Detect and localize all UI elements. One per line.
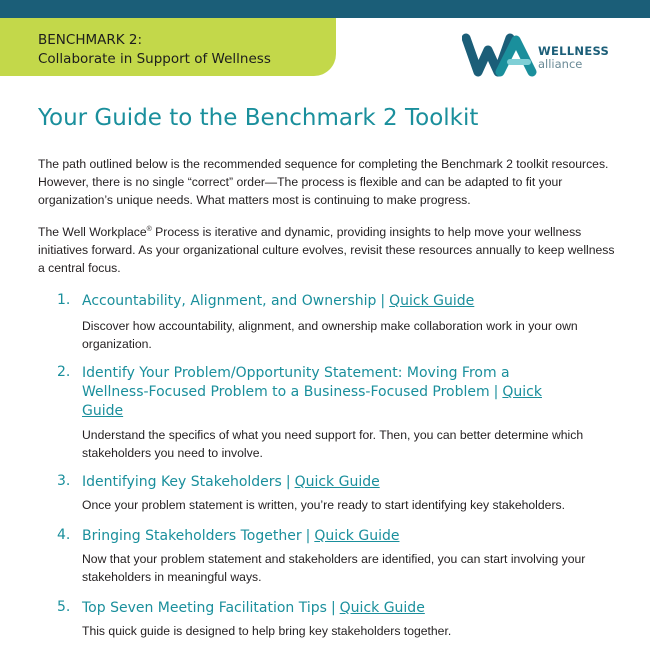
quick-guide-link[interactable]: Quick Guide <box>294 474 380 490</box>
item-title: Identify Your Problem/Opportunity Statement: Moving From a Wellness-Focused Problem to a Business-Focused Problem <box>82 365 510 400</box>
item-description: This quick guide is designed to help bring key stakeholders together. <box>82 624 452 638</box>
item-title: Identifying Key Stakeholders <box>82 474 282 490</box>
item-heading <box>82 292 602 311</box>
item-description: Now that your problem statement and stakeholders are identified, you can start involving your stakeholders in meaningful ways. <box>82 552 586 584</box>
wellness-alliance-logo <box>462 32 622 80</box>
intro-p2-rest: Process is iterative and dynamic, providing insights to help move your wellness initiatives forward. As your organizational culture evolves, revisit these resources annually to keep wellness a central focus. <box>38 225 615 275</box>
intro-paragraph-1: The path outlined below is the recommended sequence for completing the Benchmark 2 toolkit resources. However, there is no single “correct” order—The process is flexible and can be adapted to fit your organization’s unique needs. What matters most is continuing to make progress. <box>38 157 609 207</box>
separator: | <box>330 600 336 616</box>
intro-p2-start: The Well Workplace <box>38 225 147 239</box>
item-heading <box>82 473 602 492</box>
quick-guide-link[interactable]: Quick Guide <box>389 293 475 309</box>
logo-word-alliance: alliance <box>538 57 583 71</box>
item-title: Bringing Stakeholders Together <box>82 528 302 544</box>
separator: | <box>493 384 499 400</box>
registered-mark: ® <box>146 225 152 233</box>
item-heading <box>82 364 542 421</box>
item-heading <box>82 527 602 546</box>
quick-guide-link[interactable]: Quick Guide <box>314 528 400 544</box>
item-number: 3. <box>57 473 71 489</box>
top-bar <box>0 0 650 18</box>
item-title: Accountability, Alignment, and Ownership <box>82 293 377 309</box>
benchmark-subtitle: Collaborate in Support of Wellness <box>38 51 271 67</box>
intro-paragraph-2 <box>38 223 618 277</box>
separator: | <box>380 293 386 309</box>
wa-logo-icon <box>462 32 542 80</box>
item-title: Top Seven Meeting Facilitation Tips <box>82 600 327 616</box>
item-description: Once your problem statement is written, you’re ready to start identifying key stakeholders. <box>82 498 565 512</box>
item-description: Discover how accountability, alignment, and ownership make collaboration work in your own organization. <box>82 319 578 351</box>
item-number: 5. <box>57 599 71 615</box>
benchmark-tab <box>0 18 336 76</box>
logo-word-wellness: WELLNESS <box>538 44 610 58</box>
item-number: 2. <box>57 364 71 380</box>
quick-guide-link[interactable]: Quick Guide <box>339 600 425 616</box>
item-description: Understand the specifics of what you need support for. Then, you can better determine which stakeholders you need to involve. <box>82 428 584 460</box>
separator: | <box>285 474 291 490</box>
item-number: 1. <box>57 292 71 308</box>
benchmark-label: BENCHMARK 2: <box>38 32 143 48</box>
page-title: Your Guide to the Benchmark 2 Toolkit <box>38 105 479 131</box>
item-number: 4. <box>57 527 71 543</box>
item-heading <box>82 599 602 618</box>
separator: | <box>305 528 311 544</box>
quick-guide-link[interactable]: Quick Guide <box>82 384 542 419</box>
